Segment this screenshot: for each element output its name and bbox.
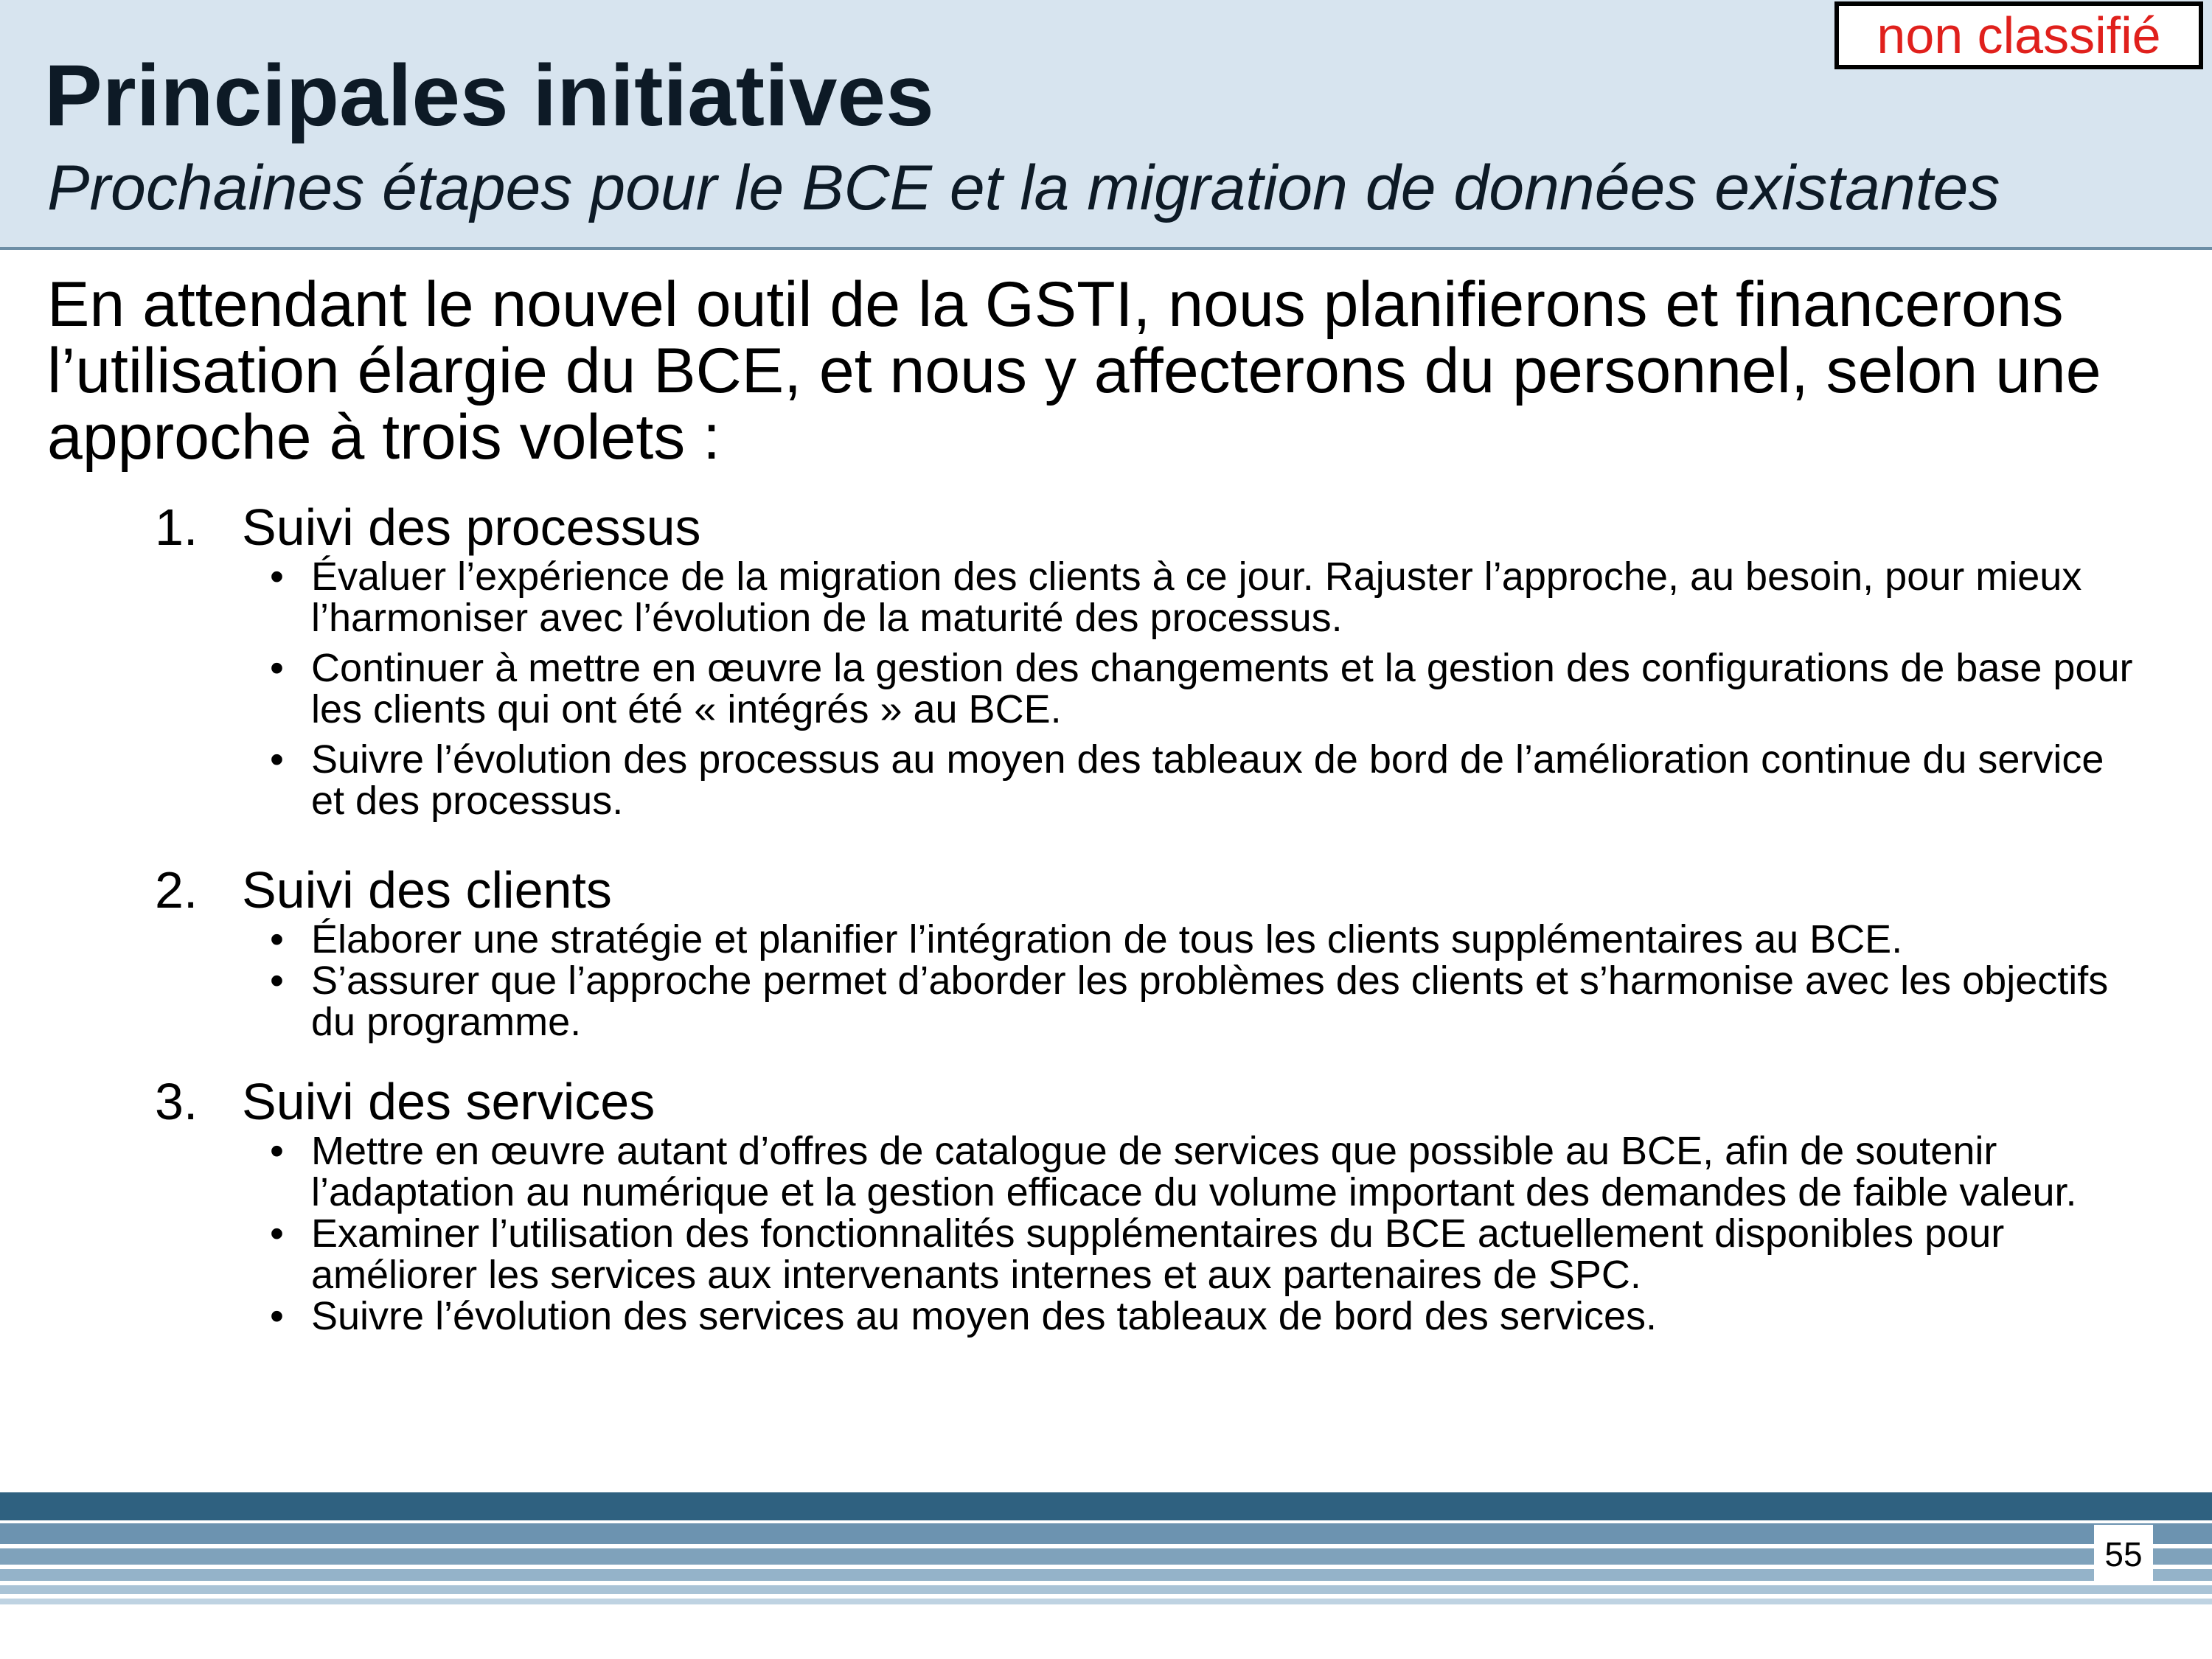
bullet-list [155,919,2146,1043]
footer-stripe [0,1585,2212,1594]
footer-stripe [0,1599,2212,1604]
bullet-text: Suivre l’évolution des processus au moyen des tableaux de bord de l’amélioration continue du service et des processus. [311,737,2104,823]
bullet-list [155,556,2146,821]
bullet-text: S’assurer que l’approche permet d’aborder les problèmes des clients et s’harmonise avec les objectifs du programme. [311,959,2109,1044]
slide-title: Principales initiatives [44,47,934,145]
bullet-item [155,919,2146,960]
bullet-dot: • [270,1294,284,1338]
bullet-text: Examiner l’utilisation des fonctionnalités supplémentaires du BCE actuellement disponibles pour améliorer les services aux intervenants internes et aux partenaires de SPC. [311,1211,2005,1297]
section-service-tracking [155,1073,2146,1337]
section-number: 1. [155,498,198,556]
bullet-dot: • [270,646,284,690]
bullet-text: Élaborer une stratégie et planifier l’intégration de tous les clients supplémentaires au BCE. [311,917,1903,961]
section-number: 3. [155,1073,198,1130]
bullet-item [155,647,2146,730]
bullet-item [155,1213,2146,1295]
bullet-text: Continuer à mettre en œuvre la gestion des changements et la gestion des configurations de base pour les clients qui ont été « intégrés » au BCE. [311,646,2133,731]
slide-subtitle: Prochaines étapes pour le BCE et la migration de données existantes [47,153,2000,223]
section-process-tracking [155,498,2146,821]
bullet-text: Suivre l’évolution des services au moyen des tableaux de bord des services. [311,1294,1657,1338]
bullet-text: Évaluer l’expérience de la migration des clients à ce jour. Rajuster l’approche, au besoin, pour mieux l’harmoniser avec l’évolution de la maturité des processus. [311,554,2082,640]
intro-paragraph: En attendant le nouvel outil de la GSTI, nous planifierons et financerons l’utilisation élargie du BCE, et nous y affecterons du personnel, selon une approche à trois volets : [47,269,2101,473]
bullet-dot: • [270,917,284,961]
bullet-list [155,1130,2146,1337]
section-heading [155,1073,2146,1130]
header-divider [0,247,2212,250]
footer-stripe [0,1569,2212,1581]
section-title: Suivi des clients [242,861,612,919]
footer-stripe [0,1492,2212,1520]
footer-stripe [0,1523,2212,1544]
section-title: Suivi des services [242,1073,655,1130]
bullet-dot: • [270,1211,284,1256]
bullet-item [155,960,2146,1043]
footer-stripe [0,1548,2212,1565]
section-number: 2. [155,861,198,919]
bullet-text: Mettre en œuvre autant d’offres de catalogue de services que possible au BCE, afin de soutenir l’adaptation au numérique et la gestion efficace du volume important des demandes de faible valeur. [311,1129,2077,1214]
bullet-item [155,1295,2146,1337]
bullet-dot: • [270,959,284,1003]
bullet-dot: • [270,554,284,599]
section-title: Suivi des processus [242,498,701,556]
section-client-tracking [155,861,2146,1043]
bullet-item [155,1130,2146,1213]
page-number: 55 [2094,1525,2153,1584]
section-heading [155,498,2146,556]
bullet-item [155,739,2146,821]
classification-label: non classifié [1834,1,2203,69]
section-heading [155,861,2146,919]
bullet-item [155,556,2146,639]
bullet-dot: • [270,737,284,782]
bullet-dot: • [270,1129,284,1173]
